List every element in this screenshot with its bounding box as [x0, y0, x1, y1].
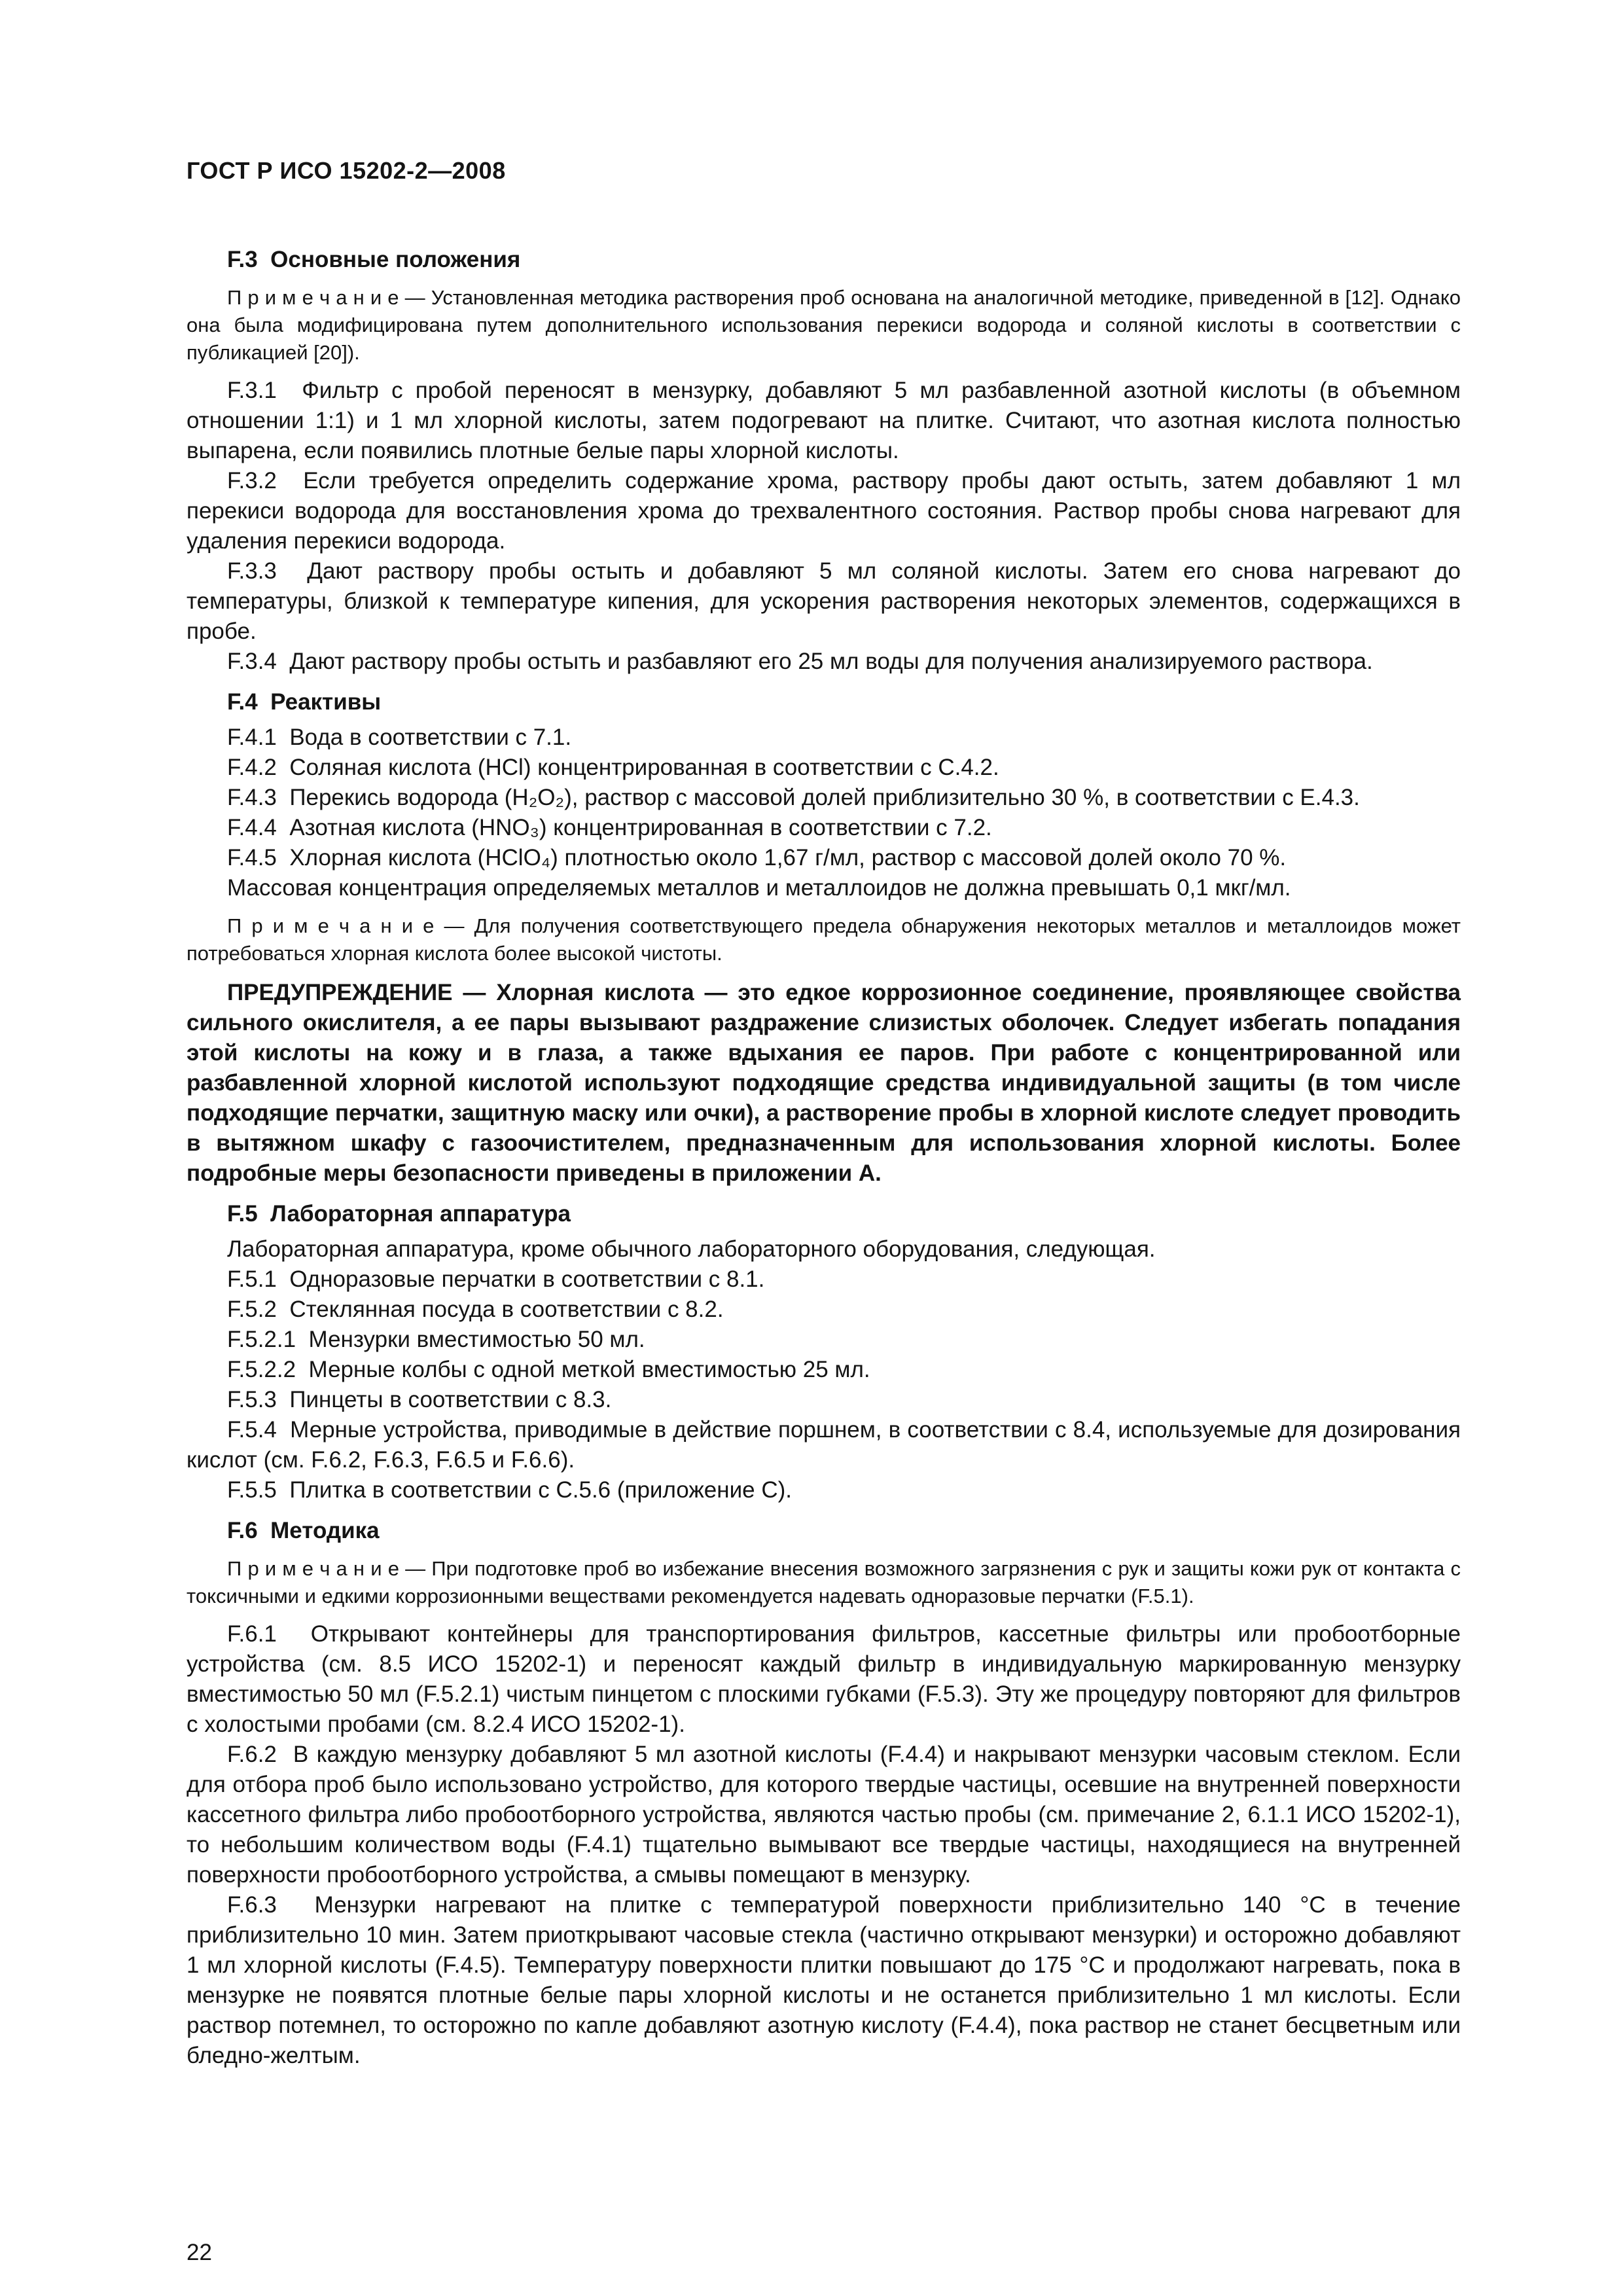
- para-f5-2-2: F.5.2.2 Мерные колбы с одной меткой вместимостью 25 мл.: [227, 1357, 870, 1382]
- para-f5-2: F.5.2 Стеклянная посуда в соответствии с 8.2.: [227, 1297, 724, 1322]
- para-f6-1: F.6.1 Открывают контейнеры для транспортирования фильтров, кассетные фильтры или пробоотборные устройства (см. 8.5 ИСО 15202-1) и переносят каждый фильтр в индивидуальную маркированную мензурку вместимостью 50 мл (F.5.2.1) чистым пинцетом с плоскими губками (F.5.3). Эту же процедуру повторяют для фильтров с холостыми пробами (см. 8.2.4 ИСО 15202-1).: [187, 1621, 1461, 1737]
- clause-f6-title: F.6 Методика: [227, 1518, 380, 1543]
- para-f4-1: F.4.1 Вода в соответствии с 7.1.: [227, 725, 572, 750]
- f3-note: П р и м е ч а н и е — Установленная методика растворения проб основана на аналогичной методике, приведенной в [12]. Однако она была модифицирована путем дополнительного использования перекиси водорода и соляной кислоты в соответствии с публикацией [20]).: [187, 286, 1461, 364]
- para-f3-1: F.3.1 Фильтр с пробой переносят в мензурку, добавляют 5 мл разбавленной азотной кислоты (в объемном отношении 1:1) и 1 мл хлорной кислоты, затем подогревают на плитке. Считают, что азотная кислота полностью выпарена, если появились плотные белые пары хлорной кислоты.: [187, 378, 1461, 463]
- para-f3-3: F.3.3 Дают раствору пробы остыть и добавляют 5 мл соляной кислоты. Затем его снова нагревают до температуры, близкой к температуре кипения, для ускорения растворения некоторых элементов, содержащихся в пробе.: [187, 558, 1461, 644]
- doc-number: ГОСТ Р ИСО 15202-2—2008: [187, 157, 506, 184]
- document-content: [187, 245, 1461, 2071]
- para-f4-mass-concentration: Массовая концентрация определяемых металлов и металлоидов не должна превышать 0,1 мкг/мл.: [227, 875, 1291, 901]
- warning-paragraph: ПРЕДУПРЕЖДЕНИЕ — Хлорная кислота — это едкое коррозионное соединение, проявляющее свойства сильного окислителя, а ее пары вызывают раздражение слизистых оболочек. Следует избегать попадания этой кислоты на кожу и в глаза, а также вдыхания ее паров. При работе с концентрированной или разбавленной хлорной кислотой используют подходящие средства индивидуальной защиты (в том числе подходящие перчатки, защитную маску или очки), а растворение пробы в хлорной кислоте следует проводить в вытяжном шкафу с газоочистителем, предназначенным для использования хлорной кислоты. Более подробные меры безопасности приведены в приложении А.: [187, 980, 1461, 1186]
- para-f3-2: F.3.2 Если требуется определить содержание хрома, раствору пробы дают остыть, затем добавляют 1 мл перекиси водорода для восстановления хрома до трехвалентного состояния. Раствор пробы снова нагревают для удаления перекиси водорода.: [187, 468, 1461, 554]
- para-f4-4: F.4.4 Азотная кислота (HNO₃) концентрированная в соответствии с 7.2.: [227, 815, 992, 840]
- para-f5-3: F.5.3 Пинцеты в соответствии с 8.3.: [227, 1387, 612, 1412]
- clause-f3-title: F.3 Основные положения: [227, 247, 521, 272]
- clause-f4-title: F.4 Реактивы: [227, 689, 382, 715]
- clause-f5-title: F.5 Лабораторная аппаратура: [227, 1201, 571, 1227]
- para-f6-2: F.6.2 В каждую мензурку добавляют 5 мл азотной кислоты (F.4.4) и накрывают мензурки часовым стеклом. Если для отбора проб было использовано устройство, для которого твердые частицы, осевшие на внутренней поверхности кассетного фильтра либо пробоотборного устройства, являются частью пробы (см. примечание 2, 6.1.1 ИСО 15202-1), то небольшим количеством воды (F.4.1) тщательно вымывают все твердые частицы, находящиеся на внутренней поверхности пробоотборного устройства, а смывы помещают в мензурку.: [187, 1742, 1461, 1888]
- para-f4-5: F.4.5 Хлорная кислота (HClO₄) плотностью около 1,67 г/мл, раствор с массовой долей около 70 %.: [227, 845, 1287, 870]
- f4-note: П р и м е ч а н и е — Для получения соответствующего предела обнаружения некоторых металлов и металлоидов может потребоваться хлорная кислота более высокой чистоты.: [187, 914, 1461, 965]
- para-f3-4: F.3.4 Дают раствору пробы остыть и разбавляют его 25 мл воды для получения анализируемого раствора.: [227, 649, 1373, 674]
- para-f5-intro: Лабораторная аппаратура, кроме обычного лабораторного оборудования, следующая.: [227, 1236, 1156, 1262]
- page-number: 22: [187, 2240, 212, 2265]
- f6-note: П р и м е ч а н и е — При подготовке проб во избежание внесения возможного загрязнения с рук и защиты кожи рук от контакта с токсичными и едкими коррозионными веществами рекомендуется надевать одноразовые перчатки (F.5.1).: [187, 1557, 1461, 1607]
- running-header: [187, 157, 1461, 185]
- para-f5-5: F.5.5 Плитка в соответствии с C.5.6 (приложение C).: [227, 1477, 792, 1503]
- para-f4-3: F.4.3 Перекись водорода (H₂O₂), раствор с массовой долей приблизительно 30 %, в соответствии с E.4.3.: [227, 785, 1360, 810]
- para-f5-1: F.5.1 Одноразовые перчатки в соответствии с 8.1.: [227, 1266, 765, 1292]
- para-f4-2: F.4.2 Соляная кислота (HCl) концентрированная в соответствии с C.4.2.: [227, 755, 999, 780]
- para-f6-3: F.6.3 Мензурки нагревают на плитке с температурой поверхности приблизительно 140 °C в течение приблизительно 10 мин. Затем приоткрывают часовые стекла (частично открывают мензурки) и осторожно добавляют 1 мл хлорной кислоты (F.4.5). Температуру поверхности плитки повышают до 175 °C и продолжают нагревать, пока в мензурке не появятся плотные белые пары хлорной кислоты и не останется приблизительно 1 мл кислоты. Если раствор потемнел, то осторожно по капле добавляют азотную кислоту (F.4.4), пока раствор не станет бесцветным или бледно-желтым.: [187, 1892, 1461, 2068]
- para-f5-4: F.5.4 Мерные устройства, приводимые в действие поршнем, в соответствии с 8.4, используемые для дозирования кислот (см. F.6.2, F.6.3, F.6.5 и F.6.6).: [187, 1417, 1461, 1473]
- para-f5-2-1: F.5.2.1 Мензурки вместимостью 50 мл.: [227, 1327, 645, 1352]
- page-footer: [187, 2240, 212, 2266]
